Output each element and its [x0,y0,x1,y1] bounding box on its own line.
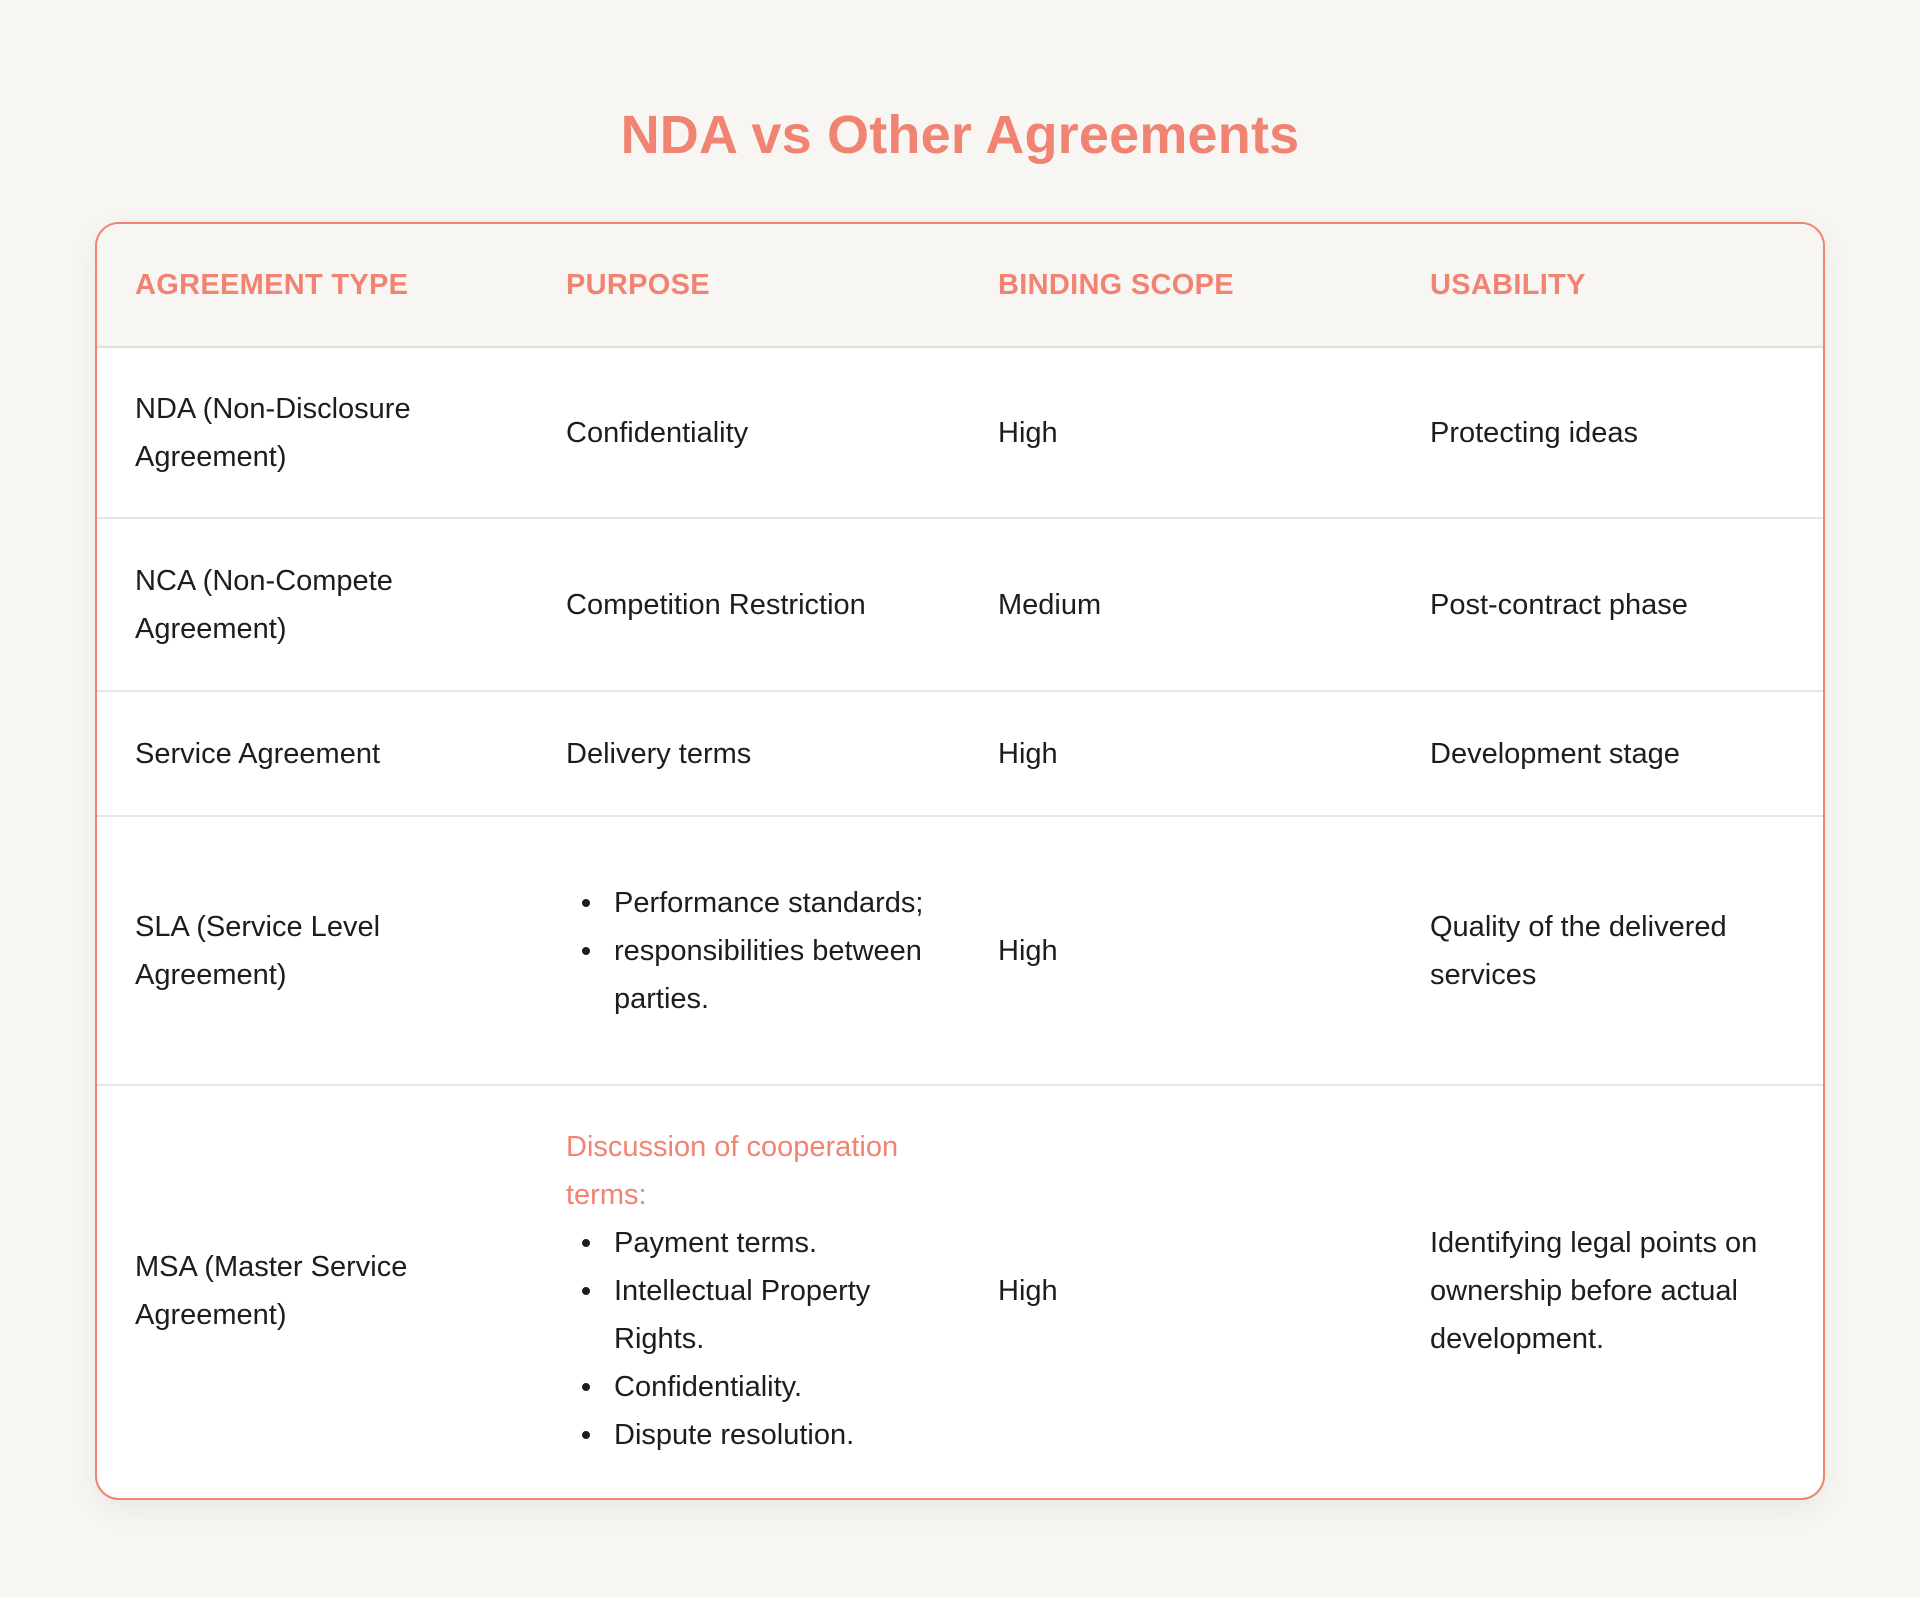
bullet-icon [582,1383,590,1391]
table-row-nca [97,518,1823,691]
table-header [97,224,1823,347]
cell-agreement-type: SLA (Service Level Agreement) [97,816,528,1085]
cell-binding-scope: High [960,816,1392,1085]
cell-usability: Development stage [1392,691,1823,816]
column-header-agreement-type: AGREEMENT TYPE [97,224,528,347]
cell-agreement-type: NCA (Non-Compete Agreement) [97,518,528,691]
table-row-nda [97,347,1823,518]
bullet-icon [582,947,590,955]
cell-purpose [528,816,960,1085]
bullet-item: Dispute resolution. [614,1411,940,1459]
cell-purpose: Confidentiality [528,347,960,518]
bullet-icon [582,899,590,907]
bullet-item: Payment terms. [614,1219,940,1267]
cell-usability: Identifying legal points on ownership before actual development. [1430,1227,1758,1355]
cell-usability: Quality of the delivered services [1392,816,1823,1085]
bullet-icon [582,1239,590,1247]
cell-purpose [528,1085,960,1496]
bullet-icon [582,1431,590,1439]
table-body [97,347,1823,1496]
bullet-icon [582,1287,590,1295]
cell-agreement-type: MSA (Master Service Agreement) [135,1251,408,1331]
purpose-intro: Discussion of cooperation terms: [566,1131,899,1211]
cell-usability: Protecting ideas [1392,347,1823,518]
purpose-bullet-list [566,879,940,1023]
column-header-binding-scope: BINDING SCOPE [960,224,1392,347]
column-header-usability: USABILITY [1392,224,1823,347]
cell-agreement-type: NDA (Non-Disclosure Agreement) [97,347,528,518]
comparison-table-card [95,222,1825,1500]
cell-binding-scope: High [998,1275,1058,1307]
table-row-service-agreement [97,691,1823,816]
column-header-purpose: PURPOSE [528,224,960,347]
cell-binding-scope: Medium [960,518,1392,691]
bullet-item: Confidentiality. [614,1363,940,1411]
comparison-table [97,224,1823,1496]
cell-purpose: Delivery terms [528,691,960,816]
table-row-msa [97,1085,1823,1496]
cell-usability: Post-contract phase [1392,518,1823,691]
table-row-sla [97,816,1823,1085]
bullet-item: Performance standards; [614,879,940,927]
cell-purpose: Competition Restriction [528,518,960,691]
cell-agreement-type: Service Agreement [97,691,528,816]
header-row [97,224,1823,347]
bullet-item: Intellectual Property Rights. [614,1267,940,1363]
purpose-bullet-list [566,1219,940,1459]
cell-binding-scope: High [960,691,1392,816]
page-title: NDA vs Other Agreements [620,105,1300,165]
bullet-item: responsibilities between parties. [614,927,940,1023]
cell-binding-scope: High [960,347,1392,518]
